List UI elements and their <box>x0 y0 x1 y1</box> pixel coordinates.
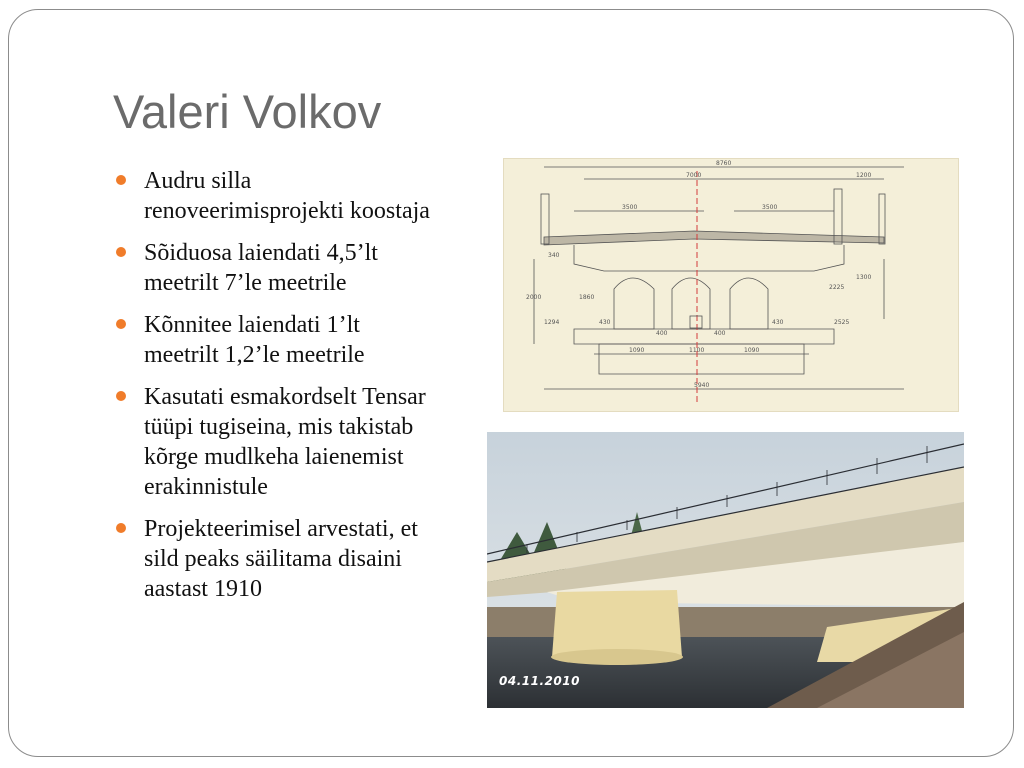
dim-label: 400 <box>656 330 668 337</box>
bullet-item <box>116 382 516 502</box>
bullet-text: Kasutati esmakordselt Tensar <box>144 384 426 410</box>
bullet-text: Audru silla <box>144 168 252 194</box>
dim-label: 3500 <box>762 204 778 211</box>
dim-label: 340 <box>548 252 560 259</box>
bullet-text: aastast 1910 <box>144 576 262 602</box>
bullet-list <box>116 166 516 616</box>
dim-label: 3500 <box>622 204 638 211</box>
dim-label: 430 <box>772 319 784 326</box>
bullet-text: Sõiduosa laiendati 4,5’lt <box>144 240 378 266</box>
bullet-dot-icon <box>116 247 126 257</box>
bullet-text: tüüpi tugiseina, mis takistab <box>144 414 414 440</box>
dim-label: 1294 <box>544 319 560 326</box>
dim-label: 1200 <box>856 172 872 179</box>
dim-label: 5940 <box>694 382 710 389</box>
bullet-text: meetrilt 1,2’le meetrile <box>144 342 365 368</box>
bridge-photo <box>487 432 964 708</box>
bullet-item <box>116 238 516 298</box>
dim-label: 2525 <box>834 319 850 326</box>
bullet-dot-icon <box>116 175 126 185</box>
dim-label: 1860 <box>579 294 595 301</box>
slide-title: Valeri Volkov <box>113 85 382 138</box>
dim-label: 7000 <box>686 172 702 179</box>
dim-label: 8760 <box>716 160 732 167</box>
bullet-dot-icon <box>116 391 126 401</box>
bullet-text: renoveerimisprojekti koostaja <box>144 198 430 224</box>
bullet-dot-icon <box>116 319 126 329</box>
dim-label: 1300 <box>856 274 872 281</box>
dim-label: 1090 <box>629 347 645 354</box>
bullet-item <box>116 514 516 604</box>
dim-label: 2000 <box>526 294 542 301</box>
dim-label: 1090 <box>744 347 760 354</box>
bridge-cross-section-drawing <box>503 158 959 412</box>
dim-label: 430 <box>599 319 611 326</box>
bullet-item <box>116 310 516 370</box>
bullet-text: Kõnnitee laiendati 1’lt <box>144 312 360 338</box>
bullet-item <box>116 166 516 226</box>
bullet-text: kõrge mudlkeha laienemist <box>144 444 404 470</box>
photo-date-stamp: 04.11.2010 <box>499 674 580 688</box>
bullet-text: erakinnistule <box>144 474 268 500</box>
bullet-dot-icon <box>116 523 126 533</box>
dim-label: 1100 <box>689 347 705 354</box>
bullet-text: Projekteerimisel arvestati, et <box>144 516 418 542</box>
dim-label: 400 <box>714 330 726 337</box>
bullet-text: sild peaks säilitama disaini <box>144 546 402 572</box>
dim-label: 2225 <box>829 284 845 291</box>
bullet-text: meetrilt 7’le meetrile <box>144 270 347 296</box>
